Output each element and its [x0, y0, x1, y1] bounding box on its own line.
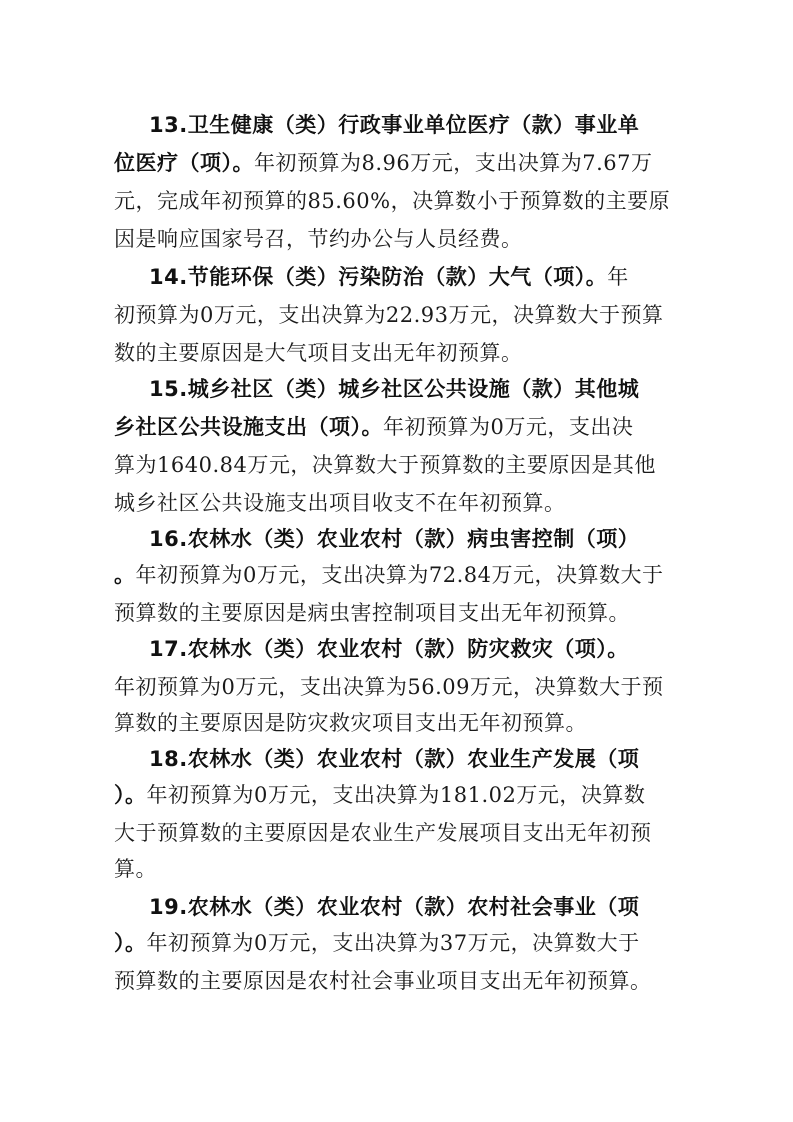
paragraph-text: 大于预算数的主要原因是农业生产发展项目支出无年初预: [114, 821, 652, 845]
paragraph-15-line-4: [114, 484, 686, 522]
paragraph-19-line-1: [149, 888, 686, 926]
paragraph-text: 算。: [114, 857, 157, 881]
paragraph-14-line-3: [114, 334, 686, 372]
paragraph-19-line-2: [114, 924, 686, 962]
paragraph-14-line-2: [114, 296, 686, 334]
paragraph-18-line-4: [114, 850, 686, 888]
paragraph-18-line-2: [114, 776, 686, 814]
paragraph-heading: 。: [114, 563, 136, 587]
paragraph-heading: ）。: [114, 931, 147, 955]
paragraph-heading: 15.城乡社区（类）城乡社区公共设施（款）其他城: [149, 377, 640, 401]
paragraph-16-line-3: [114, 594, 686, 632]
paragraph-15-line-1: [149, 370, 686, 408]
paragraph-15-line-2: [114, 408, 686, 446]
paragraph-text: 城乡社区公共设施支出项目收支不在年初预算。: [114, 491, 566, 515]
paragraph-18-line-1: [149, 740, 686, 778]
paragraph-text: 预算数的主要原因是病虫害控制项目支出无年初预算。: [114, 601, 630, 625]
paragraph-heading: 14.节能环保（类）污染防治（款）大气（项）。: [149, 265, 608, 289]
paragraph-heading: 位医疗（项）。: [114, 151, 254, 175]
paragraph-heading: 乡社区公共设施支出（项）。: [114, 415, 383, 439]
paragraph-text: 年初预算为0万元，支出决算为37万元，决算数大于: [146, 931, 640, 955]
paragraph-text: 算数的主要原因是防灾救灾项目支出无年初预算。: [114, 711, 587, 735]
paragraph-16-line-1: [149, 520, 686, 558]
paragraph-text: 算为1640.84万元，决算数大于预算数的主要原因是其他: [114, 453, 656, 477]
paragraph-text: 年初预算为0万元，支出决: [383, 415, 634, 439]
paragraph-18-line-3: [114, 814, 686, 852]
paragraph-heading: ）。: [114, 783, 147, 807]
paragraph-text: 元，完成年初预算的85.60%，决算数小于预算数的主要原: [114, 189, 671, 213]
paragraph-13-line-2: [114, 144, 686, 182]
paragraph-text: 预算数的主要原因是农村社会事业项目支出无年初预算。: [114, 969, 652, 993]
paragraph-text: 因是响应国家号召，节约办公与人员经费。: [114, 227, 523, 251]
paragraph-heading: 13.卫生健康（类）行政事业单位医疗（款）事业单: [149, 113, 640, 137]
paragraph-heading: 17.农林水（类）农业农村（款）防灾救灾（项）。: [149, 637, 629, 661]
paragraph-text: 年初预算为0万元，支出决算为72.84万元，决算数大于: [135, 563, 664, 587]
paragraph-text: 年初预算为0万元，支出决算为56.09万元，决算数大于预: [114, 675, 664, 699]
paragraph-text: 年初预算为8.96万元，支出决算为7.67万: [254, 151, 653, 175]
paragraph-19-line-3: [114, 962, 686, 1000]
paragraph-heading: 19.农林水（类）农业农村（款）农村社会事业（项: [149, 895, 640, 919]
paragraph-13-line-3: [114, 182, 686, 220]
paragraph-13-line-4: [114, 220, 686, 258]
paragraph-text: 初预算为0万元，支出决算为22.93万元，决算数大于预算: [114, 303, 664, 327]
paragraph-heading: 18.农林水（类）农业农村（款）农业生产发展（项: [149, 747, 640, 771]
paragraph-text: 年: [607, 265, 629, 289]
paragraph-16-line-2: [114, 556, 686, 594]
paragraph-text: 年初预算为0万元，支出决算为181.02万元，决算数: [146, 783, 646, 807]
paragraph-17-line-3: [114, 704, 686, 742]
paragraph-15-line-3: [114, 446, 686, 484]
paragraph-17-line-1: [149, 630, 686, 668]
paragraph-text: 数的主要原因是大气项目支出无年初预算。: [114, 341, 523, 365]
paragraph-13-line-1: [149, 106, 686, 144]
paragraph-14-line-1: [149, 258, 686, 296]
paragraph-17-line-2: [114, 668, 686, 706]
paragraph-heading: 16.农林水（类）农业农村（款）病虫害控制（项）: [149, 527, 640, 551]
